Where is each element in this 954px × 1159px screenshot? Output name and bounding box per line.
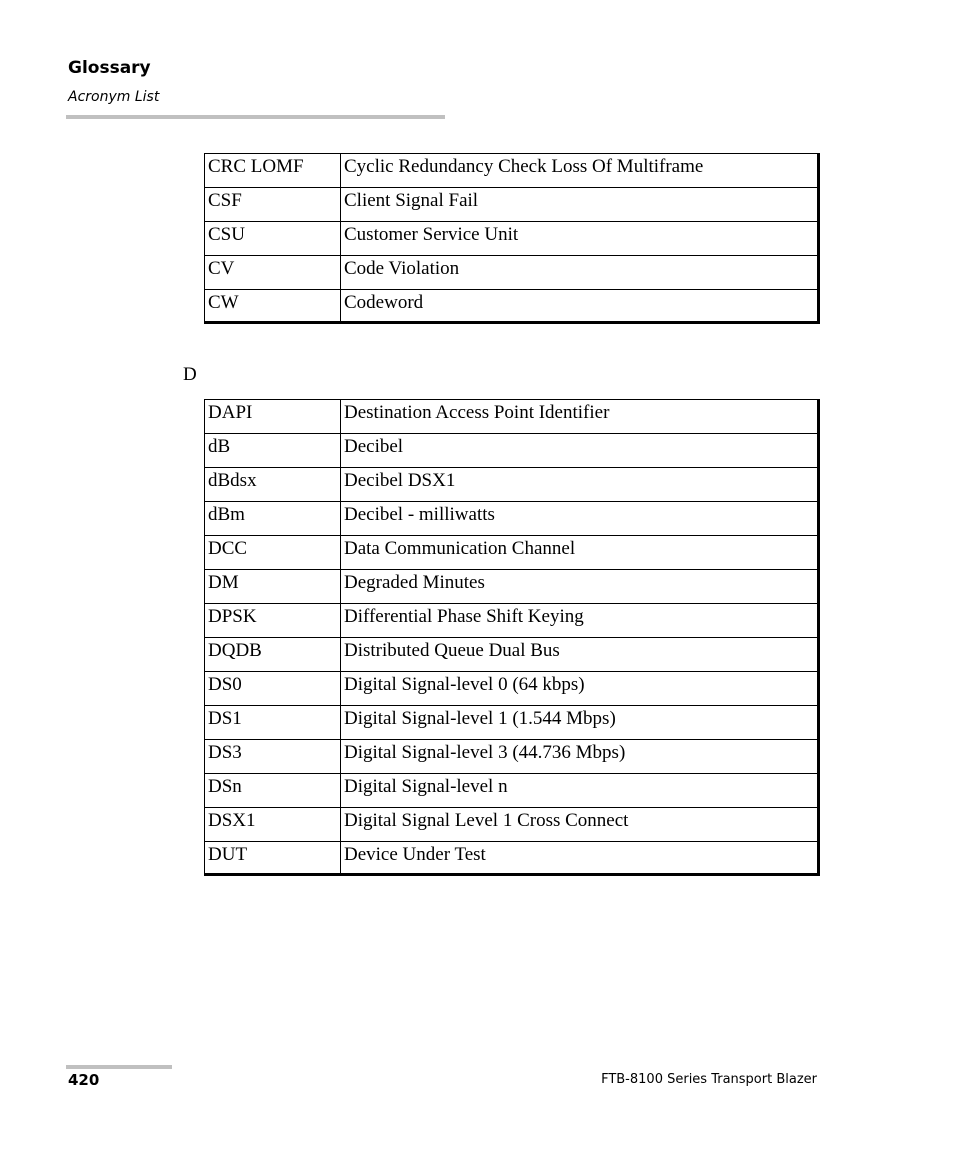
page-subtitle: Acronym List [68, 89, 160, 105]
acronym-cell: DS0 [205, 672, 341, 706]
definition-cell: Device Under Test [341, 842, 819, 875]
definition-cell: Destination Access Point Identifier [341, 400, 819, 434]
table-row [205, 256, 819, 290]
table-row [205, 638, 819, 672]
acronym-cell: DS3 [205, 740, 341, 774]
section-heading-d: D [183, 364, 197, 385]
definition-cell: Decibel [341, 434, 819, 468]
page-title: Glossary [68, 58, 151, 78]
table-row [205, 400, 819, 434]
definition-cell: Distributed Queue Dual Bus [341, 638, 819, 672]
acronym-cell: DCC [205, 536, 341, 570]
table-row [205, 808, 819, 842]
acronym-cell: DQDB [205, 638, 341, 672]
table-row [205, 502, 819, 536]
header-divider [66, 115, 445, 119]
table-row [205, 468, 819, 502]
definition-cell: Digital Signal Level 1 Cross Connect [341, 808, 819, 842]
definition-cell: Digital Signal-level 1 (1.544 Mbps) [341, 706, 819, 740]
acronym-cell: DS1 [205, 706, 341, 740]
acronym-table-c [204, 153, 820, 324]
table-row [205, 536, 819, 570]
footer-divider [66, 1065, 172, 1069]
table-row [205, 290, 819, 323]
definition-cell: Cyclic Redundancy Check Loss Of Multiframe [341, 154, 819, 188]
acronym-cell: CSF [205, 188, 341, 222]
page-number: 420 [68, 1071, 100, 1089]
table-row [205, 188, 819, 222]
document-title: FTB-8100 Series Transport Blazer [601, 1072, 817, 1087]
definition-cell: Decibel - milliwatts [341, 502, 819, 536]
acronym-table-d [204, 399, 820, 876]
definition-cell: Differential Phase Shift Keying [341, 604, 819, 638]
definition-cell: Digital Signal-level 0 (64 kbps) [341, 672, 819, 706]
acronym-cell: CSU [205, 222, 341, 256]
table-row [205, 774, 819, 808]
definition-cell: Decibel DSX1 [341, 468, 819, 502]
definition-cell: Customer Service Unit [341, 222, 819, 256]
table-row [205, 672, 819, 706]
table-row [205, 222, 819, 256]
definition-cell: Data Communication Channel [341, 536, 819, 570]
definition-cell: Code Violation [341, 256, 819, 290]
definition-cell: Degraded Minutes [341, 570, 819, 604]
acronym-cell: DUT [205, 842, 341, 875]
definition-cell: Digital Signal-level n [341, 774, 819, 808]
acronym-cell: CW [205, 290, 341, 323]
definition-cell: Client Signal Fail [341, 188, 819, 222]
acronym-cell: dB [205, 434, 341, 468]
acronym-cell: dBdsx [205, 468, 341, 502]
table-row [205, 740, 819, 774]
table-row [205, 842, 819, 875]
definition-cell: Codeword [341, 290, 819, 323]
definition-cell: Digital Signal-level 3 (44.736 Mbps) [341, 740, 819, 774]
acronym-cell: dBm [205, 502, 341, 536]
table-row [205, 434, 819, 468]
acronym-cell: DSn [205, 774, 341, 808]
acronym-cell: DAPI [205, 400, 341, 434]
table-row [205, 706, 819, 740]
acronym-cell: DSX1 [205, 808, 341, 842]
acronym-cell: DPSK [205, 604, 341, 638]
acronym-cell: CRC LOMF [205, 154, 341, 188]
acronym-cell: CV [205, 256, 341, 290]
table-row [205, 604, 819, 638]
acronym-cell: DM [205, 570, 341, 604]
table-row [205, 154, 819, 188]
table-row [205, 570, 819, 604]
